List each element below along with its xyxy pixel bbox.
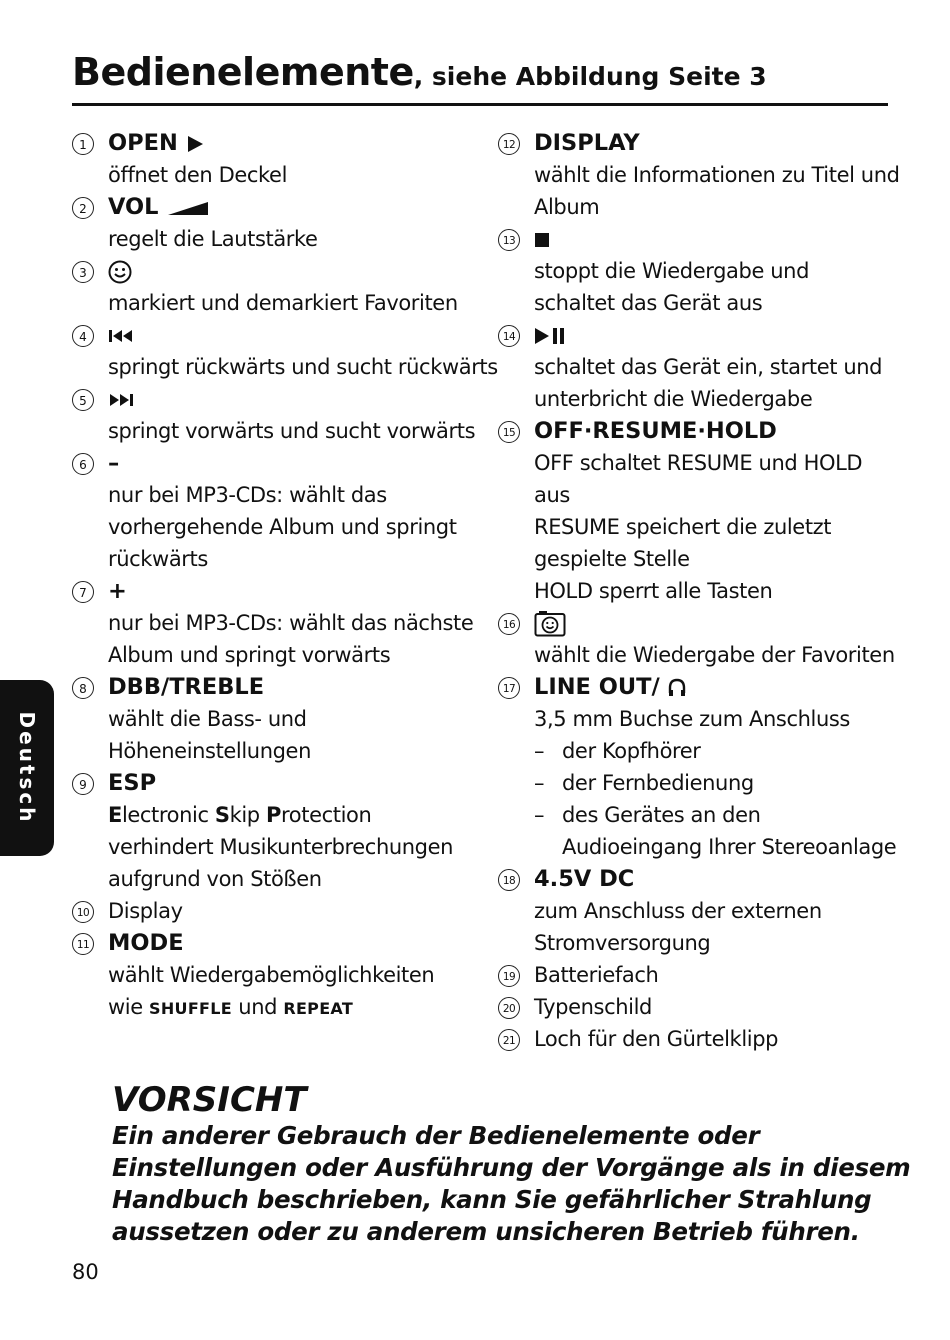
item-desc: Album und springt vorwärts xyxy=(108,643,391,667)
item-number: 19 xyxy=(498,965,520,987)
list-item xyxy=(72,447,462,575)
item-desc: wählt die Informationen zu Titel und xyxy=(534,163,900,187)
list-item xyxy=(72,671,462,767)
heading-main: Bedienelemente xyxy=(72,50,414,94)
warning-line: Handbuch beschrieben, kann Sie gefährlicher Strahlung xyxy=(112,1185,872,1214)
item-title: Display xyxy=(108,899,183,923)
warning-box xyxy=(112,1080,911,1248)
item-number: 10 xyxy=(72,901,94,923)
list-item xyxy=(72,895,462,927)
warning-text xyxy=(112,1120,911,1248)
list-item xyxy=(498,127,900,223)
left-column xyxy=(72,127,498,1025)
list-item xyxy=(498,671,897,863)
item-title: DBB/TREBLE xyxy=(108,674,265,700)
list-item xyxy=(498,415,888,607)
item-number: 12 xyxy=(498,133,520,155)
stop-square-icon xyxy=(534,232,550,248)
list-item xyxy=(498,863,888,959)
page-heading xyxy=(72,50,888,94)
item-title: Loch für den Gürtelklipp xyxy=(534,1027,779,1051)
item-number: 15 xyxy=(498,421,520,443)
headphones-icon xyxy=(668,678,686,698)
esp-expansion: Electronic Skip Protection xyxy=(108,803,372,827)
list-item xyxy=(72,127,462,191)
item-desc: springt vorwärts und sucht vorwärts xyxy=(108,419,476,443)
warning-line: aussetzen oder zu anderem unsicheren Betrieb führen. xyxy=(112,1217,860,1246)
smiley-icon xyxy=(108,260,132,284)
item-desc: rückwärts xyxy=(108,547,208,571)
item-title: Batteriefach xyxy=(534,963,659,987)
item-desc: zum Anschluss der externen xyxy=(534,899,822,923)
language-tab-label: Deutsch xyxy=(15,711,39,825)
item-title: OPEN xyxy=(108,130,178,156)
item-number: 7 xyxy=(72,581,94,603)
item-desc: öffnet den Deckel xyxy=(108,163,288,187)
item-desc: schaltet das Gerät ein, startet und xyxy=(534,355,883,379)
item-desc: markiert und demarkiert Favoriten xyxy=(108,291,458,315)
item-desc: 3,5 mm Buchse zum Anschluss xyxy=(534,707,850,731)
list-item xyxy=(498,991,888,1023)
warning-title: VORSICHT xyxy=(112,1080,307,1120)
item-desc: wählt Wiedergabemöglichkeiten xyxy=(108,963,435,987)
item-number: 4 xyxy=(72,325,94,347)
item-desc: aufgrund von Stößen xyxy=(108,867,322,891)
favorites-smiley-box-icon xyxy=(534,611,566,637)
warning-line: Ein anderer Gebrauch der Bedienelemente oder xyxy=(112,1121,760,1150)
item-title: + xyxy=(108,578,127,604)
play-pause-icon xyxy=(534,327,566,345)
item-desc: nur bei MP3-CDs: wählt das nächste xyxy=(108,611,474,635)
item-title: – xyxy=(108,450,120,476)
item-number: 8 xyxy=(72,677,94,699)
item-desc: verhindert Musikunterbrechungen xyxy=(108,835,454,859)
item-title: DISPLAY xyxy=(534,130,640,156)
item-number: 5 xyxy=(72,389,94,411)
item-desc: vorhergehende Album und springt xyxy=(108,515,457,539)
item-desc: wählt die Bass- und xyxy=(108,707,307,731)
item-title: OFF·RESUME·HOLD xyxy=(534,418,777,444)
list-item xyxy=(72,927,462,1025)
item-number: 18 xyxy=(498,869,520,891)
item-number: 16 xyxy=(498,613,520,635)
list-item xyxy=(72,319,498,383)
item-number: 11 xyxy=(72,933,94,955)
heading-rule xyxy=(72,103,888,106)
heading-sub: , siehe Abbildung Seite 3 xyxy=(413,62,767,91)
item-desc: unterbricht die Wiedergabe xyxy=(534,387,813,411)
page-number: 80 xyxy=(72,1260,99,1284)
volume-wedge-icon xyxy=(166,200,210,216)
item-desc: nur bei MP3-CDs: wählt das xyxy=(108,483,387,507)
list-item xyxy=(72,575,474,671)
item-desc: schaltet das Gerät aus xyxy=(534,291,763,315)
dash-list-item-continued: Audioeingang Ihrer Stereoanlage xyxy=(562,835,897,859)
item-desc: springt rückwärts und sucht rückwärts xyxy=(108,355,498,379)
list-item xyxy=(498,223,888,319)
warning-line: Einstellungen oder Ausführung der Vorgänge als in diesem xyxy=(112,1153,911,1182)
dash-list-item: – der Fernbedienung xyxy=(534,771,754,795)
item-title: ESP xyxy=(108,770,157,796)
item-desc: RESUME speichert die zuletzt xyxy=(534,515,832,539)
item-title: 4.5V DC xyxy=(534,866,635,892)
item-title: MODE xyxy=(108,930,184,956)
item-number: 13 xyxy=(498,229,520,251)
play-triangle-icon xyxy=(186,135,204,153)
list-item xyxy=(498,959,888,991)
skip-back-icon xyxy=(108,329,134,343)
list-item xyxy=(498,1023,888,1055)
item-desc: aus xyxy=(534,483,570,507)
list-item xyxy=(72,767,462,895)
item-desc: stoppt die Wiedergabe und xyxy=(534,259,809,283)
item-desc: gespielte Stelle xyxy=(534,547,690,571)
list-item xyxy=(498,607,895,671)
item-number: 14 xyxy=(498,325,520,347)
item-number: 17 xyxy=(498,677,520,699)
item-title: VOL xyxy=(108,194,159,220)
skip-forward-icon xyxy=(108,393,134,407)
item-number: 21 xyxy=(498,1029,520,1051)
item-desc: Album xyxy=(534,195,600,219)
item-number: 2 xyxy=(72,197,94,219)
item-desc: wählt die Wiedergabe der Favoriten xyxy=(534,643,895,667)
list-item xyxy=(72,191,462,255)
item-number: 6 xyxy=(72,453,94,475)
item-number: 9 xyxy=(72,773,94,795)
language-tab xyxy=(0,680,54,856)
mode-options-line: wie SHUFFLE und REPEAT xyxy=(108,995,354,1019)
item-number: 20 xyxy=(498,997,520,1019)
item-title: LINE OUT/ xyxy=(534,674,660,700)
list-item xyxy=(72,383,476,447)
item-desc: OFF schaltet RESUME und HOLD xyxy=(534,451,863,475)
dash-list-item: – des Gerätes an den xyxy=(534,803,761,827)
list-item xyxy=(498,319,888,415)
list-item xyxy=(72,255,462,319)
item-desc: Höheneinstellungen xyxy=(108,739,311,763)
item-title: Typenschild xyxy=(534,995,652,1019)
item-desc: HOLD sperrt alle Tasten xyxy=(534,579,773,603)
item-number: 1 xyxy=(72,133,94,155)
right-column xyxy=(498,127,900,1055)
dash-list-item: – der Kopfhörer xyxy=(534,739,701,763)
item-desc: regelt die Lautstärke xyxy=(108,227,318,251)
item-number: 3 xyxy=(72,261,94,283)
item-desc: Stromversorgung xyxy=(534,931,711,955)
